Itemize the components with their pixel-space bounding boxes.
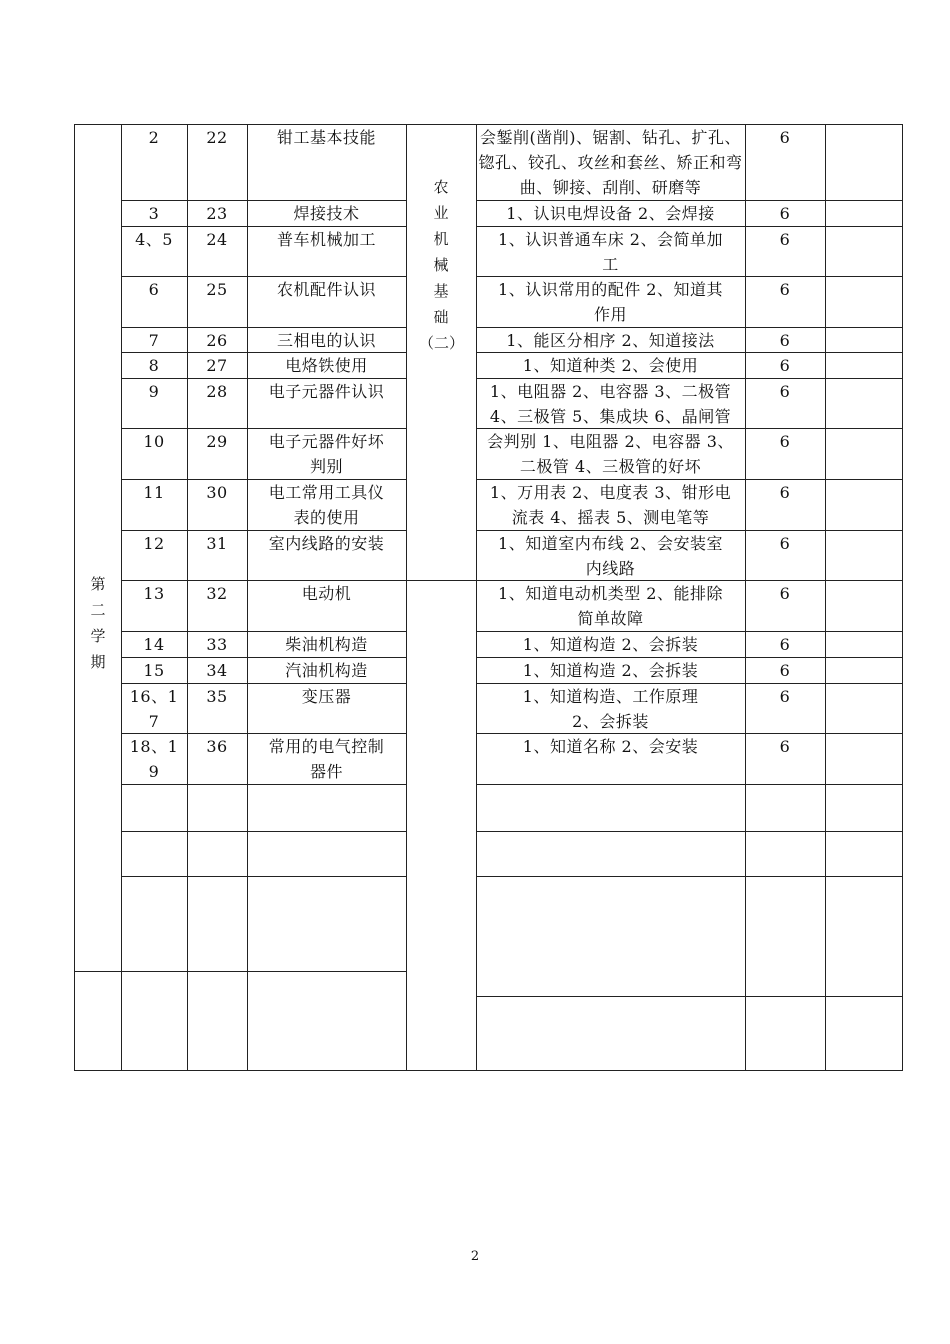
topic-cell-line: 柴油机构造 bbox=[285, 635, 368, 654]
table-row-line bbox=[476, 831, 902, 832]
topic-cell-line: 焊接技术 bbox=[293, 204, 360, 223]
week-cell-line: 7 bbox=[148, 331, 160, 350]
requirement-cell bbox=[476, 429, 745, 479]
requirement-cell-line: 曲、铆接、刮削、研磨等 bbox=[519, 178, 702, 197]
week-cell-line: 8 bbox=[148, 356, 160, 375]
lesson-number-cell: 25 bbox=[206, 280, 228, 299]
requirement-cell-line: 1、认识常用的配件 2、知道其 bbox=[498, 280, 723, 299]
requirement-cell-line: 会錾削(凿削)、锯割、钻孔、扩孔、 bbox=[480, 128, 741, 147]
topic-cell-line: 变压器 bbox=[301, 687, 352, 706]
topic-cell-line: 普车机械加工 bbox=[276, 230, 376, 249]
requirement-cell-line: 1、知道电动机类型 2、能排除 bbox=[498, 584, 723, 603]
lesson-number-cell: 29 bbox=[206, 432, 228, 451]
topic-cell-line: 电动机 bbox=[301, 584, 352, 603]
week-cell-line: 4、5 bbox=[135, 230, 173, 249]
hours-cell: 6 bbox=[779, 687, 791, 706]
requirement-cell bbox=[476, 480, 745, 530]
lesson-number-cell: 30 bbox=[206, 483, 228, 502]
week-cell bbox=[121, 353, 187, 378]
lesson-number-cell: 27 bbox=[206, 356, 228, 375]
week-cell bbox=[121, 658, 187, 683]
hours-cell: 6 bbox=[779, 128, 791, 147]
table-row-line bbox=[121, 831, 406, 832]
week-cell bbox=[121, 379, 187, 404]
topic-cell-line: 表的使用 bbox=[293, 508, 360, 527]
week-cell-line: 9 bbox=[148, 382, 160, 401]
topic-cell bbox=[247, 201, 406, 226]
requirement-cell bbox=[476, 328, 745, 353]
week-cell-line: 11 bbox=[143, 483, 165, 502]
requirement-cell-line: 1、知道种类 2、会使用 bbox=[522, 356, 699, 375]
lesson-number-cell: 28 bbox=[206, 382, 228, 401]
topic-cell-line: 三相电的认识 bbox=[276, 331, 376, 350]
requirement-cell-line: 1、认识普通车床 2、会简单加 bbox=[498, 230, 723, 249]
semester-char: 第 bbox=[90, 575, 106, 593]
topic-cell-line: 钳工基本技能 bbox=[276, 128, 376, 147]
table-row-line bbox=[476, 876, 902, 877]
topic-cell-line: 农机配件认识 bbox=[276, 280, 376, 299]
week-cell bbox=[121, 581, 187, 606]
course-char: 机 bbox=[433, 230, 449, 248]
table-column-line bbox=[406, 124, 407, 1070]
topic-cell bbox=[247, 429, 406, 479]
week-cell bbox=[121, 328, 187, 353]
topic-cell bbox=[247, 353, 406, 378]
topic-cell bbox=[247, 581, 406, 606]
lesson-number-cell: 33 bbox=[206, 635, 228, 654]
semester-char: 二 bbox=[90, 601, 106, 619]
week-cell bbox=[121, 125, 187, 150]
requirement-cell-line: 1、知道构造、工作原理 bbox=[522, 687, 699, 706]
week-cell-line: 13 bbox=[143, 584, 165, 603]
requirement-cell-line: 简单故障 bbox=[577, 609, 644, 628]
requirement-cell bbox=[476, 684, 745, 734]
requirement-cell bbox=[476, 581, 745, 631]
table-row-line bbox=[74, 971, 121, 972]
topic-cell-line: 电工常用工具仪 bbox=[268, 483, 385, 502]
topic-cell bbox=[247, 531, 406, 556]
table-row-line bbox=[476, 996, 902, 997]
week-cell bbox=[121, 684, 187, 734]
lesson-number-cell: 32 bbox=[206, 584, 228, 603]
week-cell bbox=[121, 632, 187, 657]
course-char: 械 bbox=[433, 256, 449, 274]
table-row-line bbox=[121, 784, 406, 785]
lesson-number-cell: 23 bbox=[206, 204, 228, 223]
course-char: 础 bbox=[433, 308, 449, 326]
week-cell-line: 2 bbox=[148, 128, 160, 147]
lesson-number-cell: 26 bbox=[206, 331, 228, 350]
requirement-cell bbox=[476, 734, 745, 759]
lesson-number-cell: 36 bbox=[206, 737, 228, 756]
week-cell bbox=[121, 227, 187, 252]
topic-cell bbox=[247, 125, 406, 150]
topic-cell bbox=[247, 328, 406, 353]
topic-cell-line: 判别 bbox=[309, 457, 343, 476]
course-char: （二） bbox=[419, 334, 465, 352]
lesson-number-cell: 34 bbox=[206, 661, 228, 680]
requirement-cell-line: 工 bbox=[602, 255, 619, 274]
requirement-cell-line: 二极管 4、三极管的好坏 bbox=[519, 457, 702, 476]
table-row-line bbox=[406, 580, 476, 581]
requirement-cell-line: 4、三极管 5、集成块 6、晶闸管 bbox=[489, 407, 732, 426]
semester-char: 学 bbox=[90, 627, 106, 645]
week-cell bbox=[121, 277, 187, 302]
hours-cell: 6 bbox=[779, 661, 791, 680]
requirement-cell-line: 1、知道名称 2、会安装 bbox=[522, 737, 699, 756]
week-cell bbox=[121, 201, 187, 226]
requirement-cell-line: 1、万用表 2、电度表 3、钳形电 bbox=[489, 483, 732, 502]
topic-cell bbox=[247, 658, 406, 683]
week-cell-line: 7 bbox=[148, 712, 160, 731]
table-row-line bbox=[121, 876, 406, 877]
requirement-cell bbox=[476, 125, 745, 200]
requirement-cell-line: 作用 bbox=[593, 305, 627, 324]
week-cell bbox=[121, 531, 187, 556]
requirement-cell bbox=[476, 227, 745, 277]
hours-cell: 6 bbox=[779, 483, 791, 502]
week-cell-line: 16、1 bbox=[129, 687, 179, 706]
week-cell-line: 6 bbox=[148, 280, 160, 299]
topic-cell bbox=[247, 734, 406, 784]
topic-cell bbox=[247, 684, 406, 709]
week-cell bbox=[121, 734, 187, 784]
requirement-cell-line: 流表 4、摇表 5、测电笔等 bbox=[511, 508, 710, 527]
topic-cell-line: 器件 bbox=[309, 762, 343, 781]
requirement-cell bbox=[476, 277, 745, 327]
course-label bbox=[419, 174, 463, 356]
lesson-number-cell: 24 bbox=[206, 230, 228, 249]
table-row-line bbox=[121, 971, 406, 972]
hours-cell: 6 bbox=[779, 356, 791, 375]
course-char: 基 bbox=[433, 282, 449, 300]
hours-cell: 6 bbox=[779, 280, 791, 299]
hours-cell: 6 bbox=[779, 534, 791, 553]
topic-cell-line: 电子元器件认识 bbox=[268, 382, 385, 401]
requirement-cell-line: 内线路 bbox=[585, 559, 636, 578]
topic-cell-line: 汽油机构造 bbox=[285, 661, 368, 680]
requirement-cell-line: 会判别 1、电阻器 2、电容器 3、 bbox=[487, 432, 734, 451]
lesson-number-cell: 22 bbox=[206, 128, 228, 147]
requirement-cell-line: 锪孔、铰孔、攻丝和套丝、矫正和弯 bbox=[478, 153, 743, 172]
page-number: 2 bbox=[470, 1249, 480, 1264]
hours-cell: 6 bbox=[779, 635, 791, 654]
semester-label bbox=[86, 571, 110, 675]
topic-cell bbox=[247, 632, 406, 657]
course-char: 业 bbox=[433, 204, 449, 222]
requirement-cell-line: 1、电阻器 2、电容器 3、二极管 bbox=[489, 382, 732, 401]
table-row-line bbox=[476, 784, 902, 785]
requirement-cell bbox=[476, 353, 745, 378]
week-cell-line: 18、1 bbox=[129, 737, 179, 756]
hours-cell: 6 bbox=[779, 432, 791, 451]
topic-cell-line: 常用的电气控制 bbox=[268, 737, 385, 756]
week-cell-line: 12 bbox=[143, 534, 165, 553]
requirement-cell-line: 1、知道构造 2、会拆装 bbox=[522, 661, 699, 680]
topic-cell bbox=[247, 227, 406, 252]
hours-cell: 6 bbox=[779, 331, 791, 350]
hours-cell: 6 bbox=[779, 204, 791, 223]
table-border-bottom bbox=[74, 1070, 903, 1071]
requirement-cell bbox=[476, 379, 745, 429]
topic-cell-line: 电子元器件好坏 bbox=[268, 432, 385, 451]
week-cell-line: 9 bbox=[148, 762, 160, 781]
requirement-cell bbox=[476, 201, 745, 226]
week-cell-line: 3 bbox=[148, 204, 160, 223]
topic-cell-line: 电烙铁使用 bbox=[285, 356, 368, 375]
requirement-cell-line: 2、会拆装 bbox=[572, 712, 649, 731]
course-char: 农 bbox=[433, 178, 449, 196]
table-column-line bbox=[902, 124, 903, 1070]
topic-cell-line: 室内线路的安装 bbox=[268, 534, 385, 553]
table-column-line bbox=[825, 124, 826, 1070]
table-column-line bbox=[74, 124, 75, 1070]
hours-cell: 6 bbox=[779, 584, 791, 603]
week-cell-line: 10 bbox=[143, 432, 165, 451]
lesson-number-cell: 35 bbox=[206, 687, 228, 706]
requirement-cell-line: 1、认识电焊设备 2、会焊接 bbox=[506, 204, 715, 223]
requirement-cell bbox=[476, 531, 745, 581]
requirement-cell-line: 1、能区分相序 2、知道接法 bbox=[506, 331, 715, 350]
week-cell bbox=[121, 480, 187, 505]
week-cell bbox=[121, 429, 187, 454]
semester-char: 期 bbox=[90, 653, 106, 671]
topic-cell bbox=[247, 480, 406, 530]
hours-cell: 6 bbox=[779, 230, 791, 249]
hours-cell: 6 bbox=[779, 737, 791, 756]
lesson-number-cell: 31 bbox=[206, 534, 228, 553]
requirement-cell-line: 1、知道构造 2、会拆装 bbox=[522, 635, 699, 654]
requirement-cell bbox=[476, 632, 745, 657]
week-cell-line: 14 bbox=[143, 635, 165, 654]
requirement-cell bbox=[476, 658, 745, 683]
topic-cell bbox=[247, 379, 406, 404]
week-cell-line: 15 bbox=[143, 661, 165, 680]
requirement-cell-line: 1、知道室内布线 2、会安装室 bbox=[498, 534, 723, 553]
hours-cell: 6 bbox=[779, 382, 791, 401]
topic-cell bbox=[247, 277, 406, 302]
